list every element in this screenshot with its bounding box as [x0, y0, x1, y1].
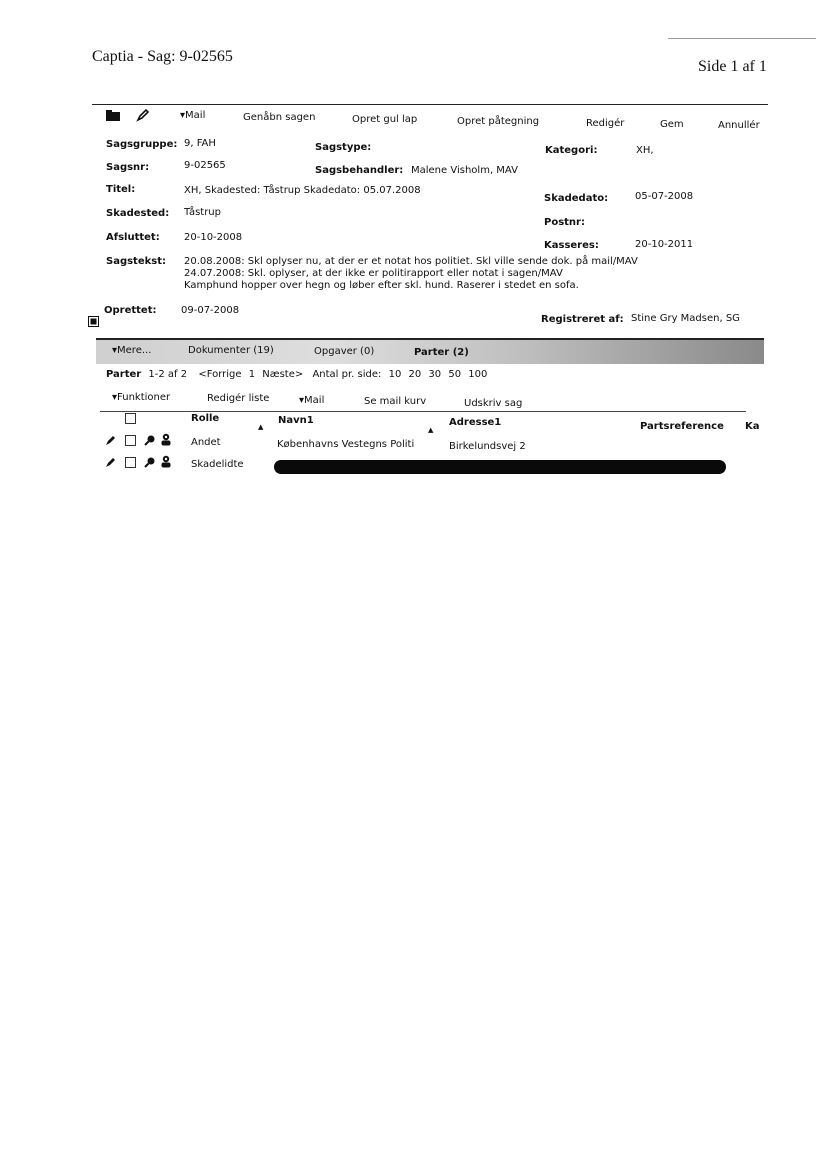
sagsgruppe-label: Sagsgruppe: [106, 139, 178, 150]
afsluttet-label: Afsluttet: [106, 232, 160, 243]
see-mail-basket-button[interactable]: Se mail kurv [364, 396, 427, 407]
skadested-value: Tåstrup [184, 207, 221, 218]
per-page-option[interactable]: 50 [448, 369, 462, 380]
edit-pencil-icon[interactable] [105, 434, 117, 446]
sagstekst-line: 24.07.2008: Skl. oplyser, at der ikke er politirapport eller notat i sagen/MAV [184, 268, 563, 279]
postnr-label: Postnr: [544, 217, 585, 228]
sagstekst-label: Sagstekst: [106, 256, 167, 267]
tab-bar [96, 338, 764, 364]
edit-pencil-icon[interactable] [105, 456, 117, 468]
mail-button[interactable]: ▾Mail [180, 110, 206, 121]
pager-range: 1-2 af 2 [148, 369, 188, 380]
create-endorsement-button[interactable]: Opret påtegning [457, 116, 540, 127]
row-checkbox[interactable] [125, 457, 136, 468]
column-header-ka[interactable]: Ka [745, 421, 760, 432]
sagsbehandler-value: Malene Visholm, MAV [411, 165, 518, 176]
pager-prev-link[interactable]: <Forrige [198, 369, 242, 380]
per-page-option[interactable]: 30 [428, 369, 442, 380]
person-icon[interactable] [160, 433, 172, 446]
list-rule [100, 411, 746, 412]
header-scan-line [668, 38, 816, 39]
oprettet-label: Oprettet: [104, 305, 157, 316]
per-page-option[interactable]: 100 [468, 369, 488, 380]
redaction-bar [274, 460, 726, 474]
edit-pencil-icon[interactable] [136, 108, 150, 122]
person-icon[interactable] [160, 455, 172, 468]
sagstekst-line: 20.08.2008: Skl oplyser nu, at der er et notat hos politiet. Skl ville sende dok. på mail/MAV [184, 256, 638, 267]
kasseres-value: 20-10-2011 [635, 239, 694, 250]
pager-label: Parter [106, 369, 142, 380]
kasseres-label: Kasseres: [544, 240, 599, 251]
registreret-value: Stine Gry Madsen, SG [631, 313, 740, 324]
oprettet-value: 09-07-2008 [181, 305, 240, 316]
pager-next-link[interactable]: Næste> [262, 369, 304, 380]
cell-rolle: Andet [191, 437, 221, 448]
functions-menu[interactable]: ▾Funktioner [112, 392, 171, 403]
page-number: Side 1 af 1 [698, 58, 767, 75]
column-header-rolle[interactable]: Rolle [191, 413, 220, 424]
pager-current-page: 1 [248, 369, 256, 380]
caret-down-icon: ▾ [112, 392, 118, 403]
per-page-label: Antal pr. side: [312, 369, 382, 380]
reopen-case-button[interactable]: Genåbn sagen [243, 112, 316, 123]
cell-adresse: Birkelundsvej 2 [449, 441, 526, 452]
magnifier-icon[interactable] [144, 434, 156, 446]
edit-button[interactable]: Redigér [586, 118, 625, 129]
select-all-checkbox[interactable] [125, 413, 136, 424]
caret-down-icon: ▾ [112, 345, 118, 356]
cell-rolle: Skadelidte [191, 459, 244, 470]
tab-parties[interactable]: Parter (2) [414, 347, 469, 358]
tab-tasks[interactable]: Opgaver (0) [314, 346, 375, 357]
tab-more[interactable]: ▾Mere... [112, 345, 152, 356]
skadedato-value: 05-07-2008 [635, 191, 694, 202]
column-header-adresse1[interactable]: Adresse1 [449, 417, 502, 428]
sagsnr-label: Sagsnr: [106, 162, 150, 173]
cancel-button[interactable]: Annullér [718, 120, 760, 131]
sort-asc-icon[interactable]: ▲ [428, 426, 434, 434]
edit-list-button[interactable]: Redigér liste [207, 393, 270, 404]
kategori-value: XH, [636, 145, 654, 156]
sagstype-label: Sagstype: [315, 142, 372, 153]
print-case-button[interactable]: Udskriv sag [464, 398, 523, 409]
column-header-partsreference[interactable]: Partsreference [640, 421, 724, 432]
titel-value: XH, Skadested: Tåstrup Skadedato: 05.07.2008 [184, 185, 421, 196]
row-checkbox[interactable] [125, 435, 136, 446]
caret-down-icon: ▾ [299, 395, 305, 406]
sagstekst-value [184, 256, 638, 292]
sagsbehandler-label: Sagsbehandler: [315, 165, 404, 176]
magnifier-icon[interactable] [144, 456, 156, 468]
cell-navn[interactable]: Københavns Vestegns Politi [277, 439, 415, 450]
column-header-navn1[interactable]: Navn1 [278, 415, 314, 426]
skadedato-label: Skadedato: [544, 193, 609, 204]
sagstekst-line: Kamphund hopper over hegn og løber efter skl. hund. Raserer i stedet en sofa. [184, 280, 579, 291]
sagsgruppe-value: 9, FAH [184, 138, 216, 149]
afsluttet-value: 20-10-2008 [184, 232, 243, 243]
sort-asc-icon[interactable]: ▲ [258, 423, 264, 431]
create-yellow-note-button[interactable]: Opret gul lap [352, 114, 418, 125]
registreret-label: Registreret af: [541, 314, 624, 325]
tab-documents[interactable]: Dokumenter (19) [188, 345, 274, 356]
per-page-option[interactable]: 20 [408, 369, 422, 380]
kategori-label: Kategori: [545, 145, 598, 156]
page-title: Captia - Sag: 9-02565 [92, 48, 233, 65]
skadested-label: Skadested: [106, 208, 170, 219]
save-button[interactable]: Gem [660, 119, 684, 130]
toolbar-top-rule [92, 104, 768, 105]
per-page-option[interactable]: 10 [388, 369, 402, 380]
collapse-toggle-icon[interactable] [88, 316, 99, 327]
pager [106, 369, 487, 380]
titel-label: Titel: [106, 184, 136, 195]
sagsnr-value: 9-02565 [184, 160, 226, 171]
folder-icon[interactable] [106, 110, 120, 121]
caret-down-icon: ▾ [180, 110, 186, 121]
list-mail-button[interactable]: ▾Mail [299, 395, 325, 406]
